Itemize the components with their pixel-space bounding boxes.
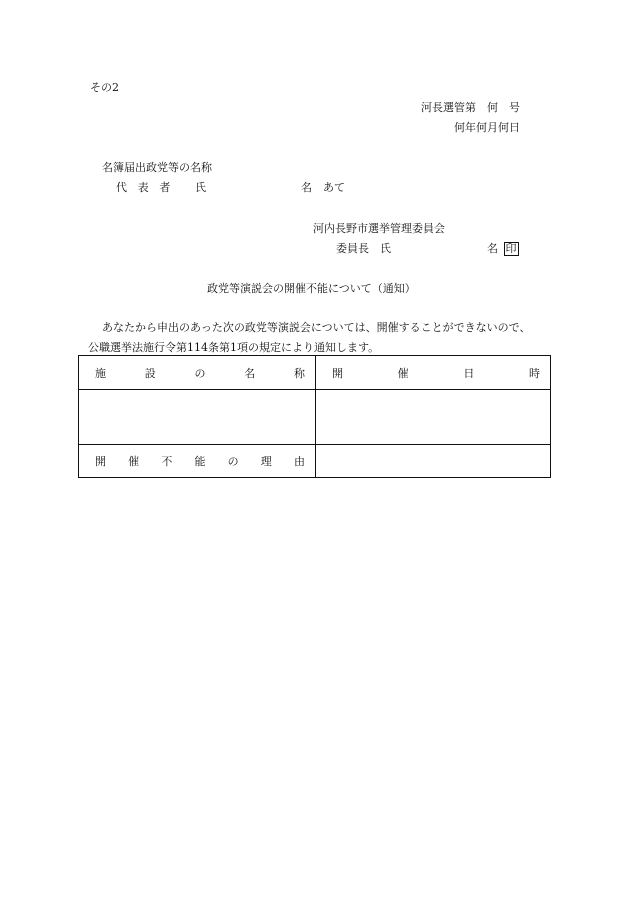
label-char: 不 <box>161 455 173 468</box>
rep-char: 者 <box>159 181 171 194</box>
appendix-label: その2 <box>90 81 119 94</box>
sender-name-char: 名 <box>487 242 498 255</box>
document-date: 何年何月何日 <box>454 121 520 134</box>
document-number: 河長選管第 何 号 <box>421 101 520 114</box>
datetime-cell[interactable] <box>316 390 551 445</box>
header-char: 設 <box>144 366 156 380</box>
notice-table <box>78 355 551 478</box>
document-title: 政党等演説会の開催不能について（通知） <box>207 282 416 295</box>
sender-organization: 河内長野市選挙管理委員会 <box>313 222 445 235</box>
header-char: 称 <box>294 366 305 380</box>
seal-mark: 印 <box>505 242 517 255</box>
header-char: 名 <box>244 366 256 380</box>
body-line-1: あなたから申出のあった次の政党等演説会については、開催することができないので、 <box>102 321 531 334</box>
representative-label <box>116 181 206 195</box>
header-char: 時 <box>528 366 540 380</box>
header-char: 催 <box>397 366 409 380</box>
table-reason-row <box>79 445 551 478</box>
label-char: 開 <box>95 455 106 468</box>
label-char: 由 <box>293 455 305 468</box>
table-header-row <box>79 356 551 390</box>
reason-cell[interactable] <box>316 445 551 478</box>
body-line-2: 公職選挙法施行令第114条第1項の規定により通知します。 <box>88 341 380 354</box>
header-char: 日 <box>463 366 475 380</box>
rep-char: 氏 <box>194 181 206 194</box>
label-char: 催 <box>128 455 140 468</box>
sender-title: 委員長 氏 <box>336 242 391 255</box>
header-char: 開 <box>332 366 343 380</box>
rep-char: 代 <box>116 181 127 194</box>
table-value-row <box>79 390 551 445</box>
header-char: 施 <box>95 366 106 380</box>
addressee-organization: 名簿届出政党等の名称 <box>102 161 212 174</box>
sender-name-line <box>487 242 519 256</box>
label-char: 能 <box>194 455 206 468</box>
label-char: 理 <box>260 455 272 468</box>
header-datetime <box>316 356 551 390</box>
label-char: の <box>227 455 239 468</box>
header-char: の <box>194 366 206 380</box>
facility-name-cell[interactable] <box>79 390 316 445</box>
header-facility-name <box>79 356 316 390</box>
addressee-name-suffix: 名 あて <box>301 181 345 194</box>
reason-label <box>79 445 316 478</box>
rep-char: 表 <box>137 181 149 194</box>
